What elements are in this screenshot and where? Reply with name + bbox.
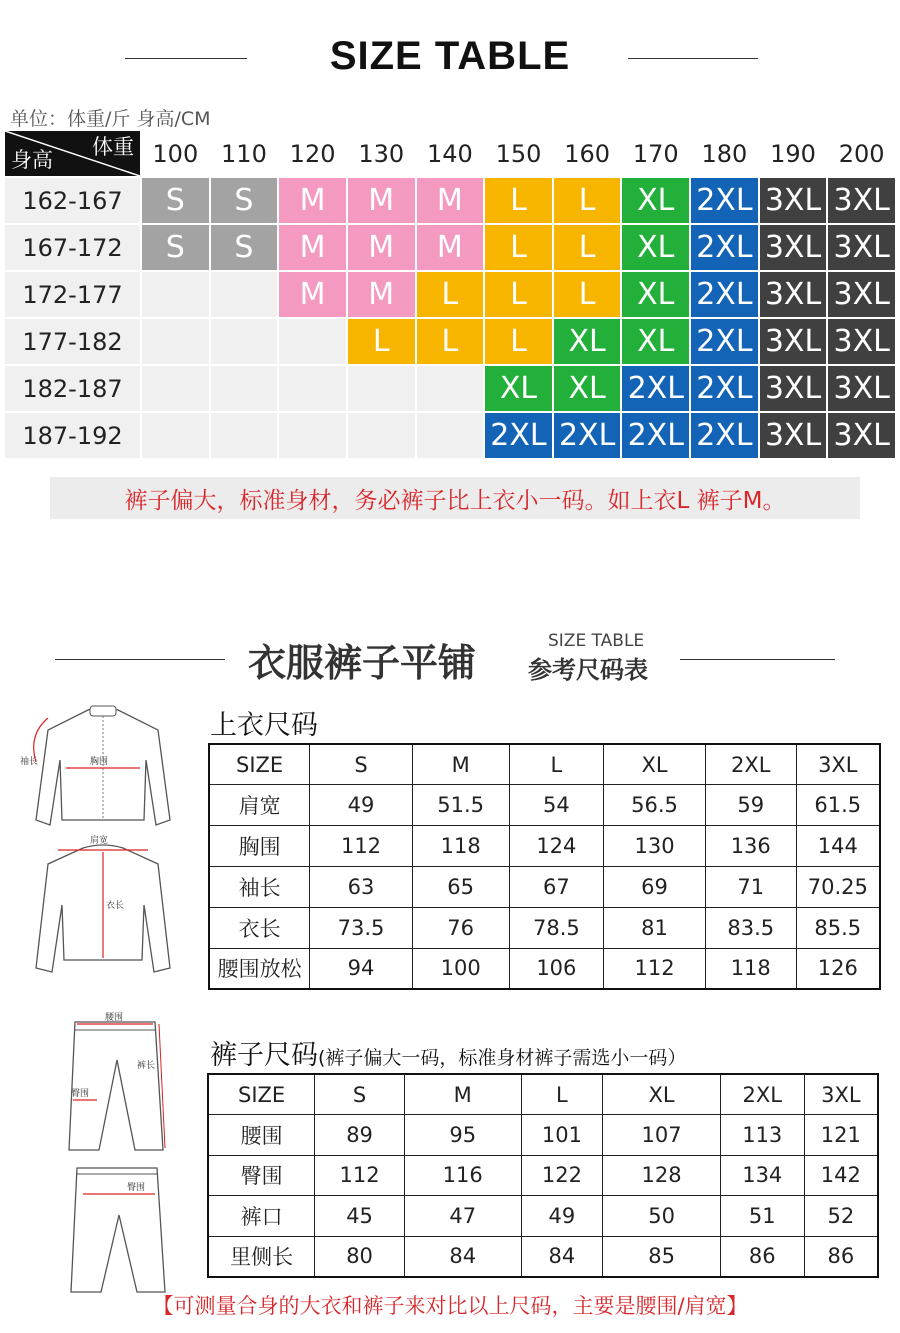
value-cell: 63 — [310, 866, 413, 907]
value-cell: 69 — [604, 866, 706, 907]
size-cell: 2XL — [554, 413, 621, 458]
value-cell: 144 — [796, 826, 880, 867]
value-cell: 128 — [603, 1155, 721, 1196]
jacket-front-illustration — [18, 700, 188, 840]
size-cell: XL — [554, 366, 621, 411]
measure-name-cell: 胸围 — [209, 826, 310, 867]
weight-header: 110 — [211, 131, 278, 176]
size-cell: 2XL — [691, 319, 758, 364]
value-cell: 45 — [315, 1196, 405, 1237]
measure-name-cell: 衣长 — [209, 907, 310, 948]
value-cell: 112 — [315, 1155, 405, 1196]
value-cell: 52 — [804, 1196, 878, 1237]
size-cell: 2XL — [691, 272, 758, 317]
header-cell: 2XL — [705, 744, 796, 785]
shoulder-width-label: 肩宽 — [90, 836, 109, 846]
size-cell: L — [348, 319, 415, 364]
value-cell: 130 — [604, 826, 706, 867]
empty-cell — [211, 319, 278, 364]
value-cell: 85.5 — [796, 907, 880, 948]
measure-name-cell: 腰围放松 — [209, 948, 310, 989]
table-row — [209, 785, 880, 826]
value-cell: 113 — [720, 1115, 804, 1156]
value-cell: 78.5 — [509, 907, 604, 948]
measure-name-cell: 裤口 — [208, 1196, 315, 1237]
value-cell: 83.5 — [705, 907, 796, 948]
size-cell: 3XL — [828, 272, 895, 317]
size-cell: XL — [554, 319, 621, 364]
size-cell: M — [417, 178, 484, 223]
size-cell: L — [554, 272, 621, 317]
bottom-size-table — [207, 1073, 879, 1278]
value-cell: 49 — [521, 1196, 603, 1237]
value-cell: 67 — [509, 866, 604, 907]
value-cell: 100 — [412, 948, 509, 989]
size-cell: M — [417, 225, 484, 270]
height-header: 172-177 — [5, 272, 140, 317]
value-cell: 112 — [604, 948, 706, 989]
height-header: 162-167 — [5, 178, 140, 223]
table-row — [208, 1115, 878, 1156]
value-cell: 86 — [804, 1236, 878, 1277]
pants-waist-label: 腰围 — [105, 1013, 124, 1023]
size-cell: 3XL — [760, 178, 827, 223]
size-cell: L — [485, 178, 552, 223]
table-row — [209, 826, 880, 867]
weight-header: 130 — [348, 131, 415, 176]
value-cell: 95 — [404, 1115, 521, 1156]
value-cell: 76 — [412, 907, 509, 948]
table-header-row — [208, 1074, 878, 1115]
value-cell: 136 — [705, 826, 796, 867]
height-header: 182-187 — [5, 366, 140, 411]
size-cell: 3XL — [828, 319, 895, 364]
section2-en-title: SIZE TABLE — [548, 631, 645, 651]
value-cell: 70.25 — [796, 866, 880, 907]
size-cell: S — [211, 178, 278, 223]
pants-fit-note: 裤子偏大，标准身材，务必裤子比上衣小一码。如上衣L 裤子M。 — [50, 477, 860, 519]
value-cell: 124 — [509, 826, 604, 867]
size-cell: 2XL — [691, 366, 758, 411]
size-cell: 3XL — [828, 366, 895, 411]
empty-cell — [142, 413, 209, 458]
weight-header: 120 — [279, 131, 346, 176]
size-cell: 3XL — [828, 413, 895, 458]
header-cell: 3XL — [796, 744, 880, 785]
size-cell: XL — [485, 366, 552, 411]
size-cell: 2XL — [691, 413, 758, 458]
empty-cell — [142, 272, 209, 317]
value-cell: 71 — [705, 866, 796, 907]
header-cell: XL — [603, 1074, 721, 1115]
value-cell: 59 — [705, 785, 796, 826]
value-cell: 118 — [705, 948, 796, 989]
value-cell: 85 — [603, 1236, 721, 1277]
table-row — [209, 948, 880, 989]
size-cell: 3XL — [760, 272, 827, 317]
value-cell: 61.5 — [796, 785, 880, 826]
measure-name-cell: 臀围 — [208, 1155, 315, 1196]
size-cell: S — [142, 178, 209, 223]
value-cell: 121 — [804, 1115, 878, 1156]
size-cell: L — [554, 225, 621, 270]
size-cell: L — [485, 272, 552, 317]
bottom-table-title — [210, 1033, 686, 1072]
grid-corner-header — [5, 131, 140, 176]
size-cell: 3XL — [760, 319, 827, 364]
pants-back-illustration — [55, 1160, 175, 1300]
header-cell: S — [315, 1074, 405, 1115]
size-cell: 2XL — [691, 178, 758, 223]
empty-cell — [279, 413, 346, 458]
value-cell: 84 — [404, 1236, 521, 1277]
value-cell: 49 — [310, 785, 413, 826]
weight-header: 140 — [417, 131, 484, 176]
value-cell: 107 — [603, 1115, 721, 1156]
size-cell: M — [348, 225, 415, 270]
unit-label: 单位：体重/斤 身高/CM — [10, 108, 211, 130]
size-cell: 2XL — [485, 413, 552, 458]
empty-cell — [211, 366, 278, 411]
bottom-table-title-main: 裤子尺码 — [210, 1040, 318, 1071]
pants-hip-label-back: 臀围 — [127, 1183, 146, 1193]
header-cell: SIZE — [208, 1074, 315, 1115]
value-cell: 126 — [796, 948, 880, 989]
value-cell: 84 — [521, 1236, 603, 1277]
value-cell: 73.5 — [310, 907, 413, 948]
size-cell: L — [554, 178, 621, 223]
size-cell: 2XL — [691, 225, 758, 270]
empty-cell — [417, 413, 484, 458]
size-cell: 3XL — [828, 178, 895, 223]
pants-hip-label-front: 臀围 — [71, 1089, 90, 1099]
size-cell: 3XL — [760, 413, 827, 458]
header-cell: XL — [604, 744, 706, 785]
weight-header: 170 — [622, 131, 689, 176]
size-cell: L — [417, 319, 484, 364]
size-cell: 3XL — [760, 225, 827, 270]
bottom-table-title-note: (裤子偏大一码，标准身材裤子需选小一码） — [318, 1047, 687, 1069]
header-cell: M — [412, 744, 509, 785]
pants-length-label: 裤长 — [137, 1061, 156, 1071]
table-row — [209, 907, 880, 948]
measure-tip-note: 【可测量合身的大衣和裤子来对比以上尺码，主要是腰围/肩宽】 — [152, 1294, 748, 1318]
size-cell: XL — [622, 178, 689, 223]
value-cell: 106 — [509, 948, 604, 989]
header-cell: 3XL — [804, 1074, 878, 1115]
value-cell: 56.5 — [604, 785, 706, 826]
header-cell: M — [404, 1074, 521, 1115]
height-header: 167-172 — [5, 225, 140, 270]
section2-rule-right — [680, 659, 835, 660]
size-cell: 2XL — [622, 413, 689, 458]
header-cell: L — [509, 744, 604, 785]
value-cell: 50 — [603, 1196, 721, 1237]
value-cell: 94 — [310, 948, 413, 989]
value-cell: 142 — [804, 1155, 878, 1196]
table-row — [208, 1155, 878, 1196]
size-recommendation-grid — [5, 131, 895, 457]
section2-title: 衣服裤子平铺 — [248, 641, 477, 685]
value-cell: 80 — [315, 1236, 405, 1277]
height-header: 177-182 — [5, 319, 140, 364]
value-cell: 81 — [604, 907, 706, 948]
weight-header: 180 — [691, 131, 758, 176]
corner-height-label: 身高 — [11, 148, 53, 172]
value-cell: 89 — [315, 1115, 405, 1156]
measure-name-cell: 肩宽 — [209, 785, 310, 826]
size-cell: XL — [622, 225, 689, 270]
height-header: 187-192 — [5, 413, 140, 458]
weight-header: 100 — [142, 131, 209, 176]
value-cell: 122 — [521, 1155, 603, 1196]
empty-cell — [142, 366, 209, 411]
value-cell: 112 — [310, 826, 413, 867]
measure-name-cell: 袖长 — [209, 866, 310, 907]
empty-cell — [142, 319, 209, 364]
value-cell: 51 — [720, 1196, 804, 1237]
size-cell: 3XL — [760, 366, 827, 411]
top-table-title: 上衣尺码 — [210, 710, 318, 741]
size-cell: M — [279, 225, 346, 270]
header-cell: 2XL — [720, 1074, 804, 1115]
value-cell: 65 — [412, 866, 509, 907]
size-cell: L — [417, 272, 484, 317]
size-cell: XL — [622, 319, 689, 364]
top-size-table — [208, 743, 881, 990]
table-row — [209, 866, 880, 907]
empty-cell — [211, 413, 278, 458]
empty-cell — [348, 413, 415, 458]
sleeve-length-label: 袖长 — [20, 757, 39, 767]
measure-name-cell: 里侧长 — [208, 1236, 315, 1277]
value-cell: 54 — [509, 785, 604, 826]
size-cell: M — [348, 178, 415, 223]
size-cell: 2XL — [622, 366, 689, 411]
section2-subtitle: 参考尺码表 — [528, 656, 648, 684]
size-cell: 3XL — [828, 225, 895, 270]
page-title: SIZE TABLE — [329, 34, 571, 78]
jacket-length-label: 衣长 — [106, 901, 125, 911]
size-cell: S — [142, 225, 209, 270]
weight-header: 160 — [554, 131, 621, 176]
weight-header: 150 — [485, 131, 552, 176]
value-cell: 101 — [521, 1115, 603, 1156]
weight-header: 190 — [760, 131, 827, 176]
value-cell: 47 — [404, 1196, 521, 1237]
size-cell: M — [279, 272, 346, 317]
header-cell: L — [521, 1074, 603, 1115]
value-cell: 134 — [720, 1155, 804, 1196]
table-row — [208, 1196, 878, 1237]
empty-cell — [417, 366, 484, 411]
empty-cell — [348, 366, 415, 411]
size-cell: S — [211, 225, 278, 270]
table-header-row — [209, 744, 880, 785]
size-cell: L — [485, 319, 552, 364]
section2-rule-left — [55, 659, 225, 660]
pants-front-illustration — [55, 1010, 175, 1160]
size-cell: M — [348, 272, 415, 317]
header-cell: S — [310, 744, 413, 785]
weight-header: 200 — [828, 131, 895, 176]
value-cell: 51.5 — [412, 785, 509, 826]
value-cell: 118 — [412, 826, 509, 867]
empty-cell — [279, 366, 346, 411]
table-row — [208, 1236, 878, 1277]
size-cell: XL — [622, 272, 689, 317]
measure-name-cell: 腰围 — [208, 1115, 315, 1156]
empty-cell — [279, 319, 346, 364]
size-cell: L — [485, 225, 552, 270]
empty-cell — [211, 272, 278, 317]
value-cell: 116 — [404, 1155, 521, 1196]
corner-weight-label: 体重 — [92, 135, 134, 159]
chest-label: 胸围 — [90, 757, 109, 767]
size-cell: M — [279, 178, 346, 223]
jacket-back-illustration — [18, 830, 188, 980]
value-cell: 86 — [720, 1236, 804, 1277]
header-cell: SIZE — [209, 744, 310, 785]
